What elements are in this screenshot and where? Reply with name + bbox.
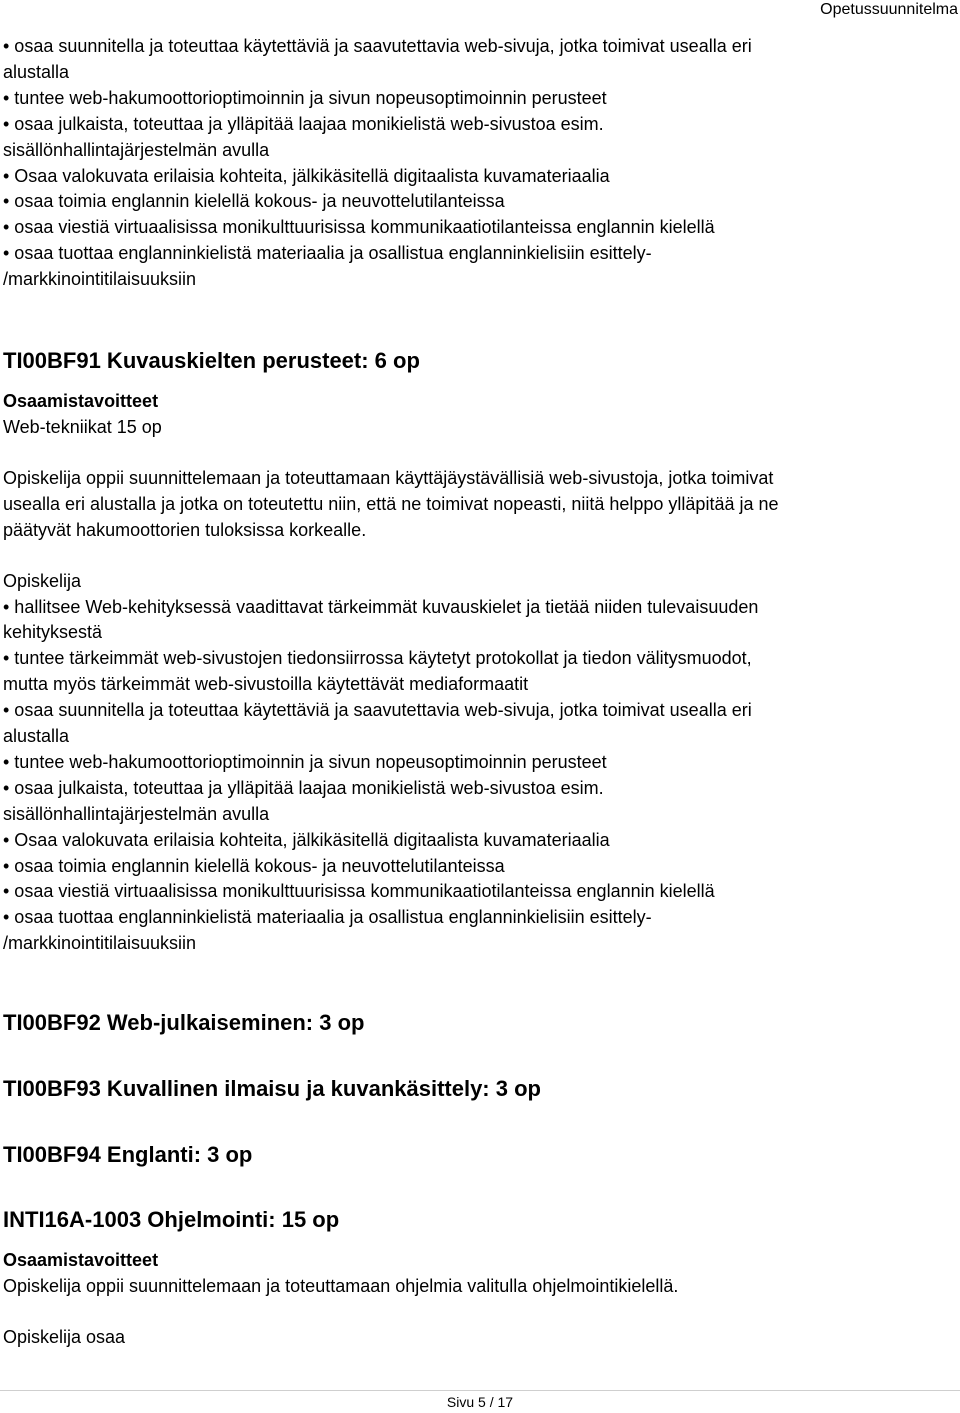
list-item: mutta myös tärkeimmät web-sivustoilla käytettävät mediaformaatit — [3, 674, 529, 695]
list-item: sisällönhallintajärjestelmän avulla — [3, 139, 270, 160]
list-item: alustalla — [3, 726, 70, 747]
description-line: usealla eri alustalla ja jotka on toteutettu niin, että ne toimivat nopeasti, niitä helppo ylläpitää ja ne — [3, 493, 779, 514]
list-item: • osaa julkaista, toteuttaa ja ylläpitää laajaa monikielistä web-sivustoa esim. — [3, 113, 604, 134]
course-heading-ti00bf92: TI00BF92 Web-julkaiseminen: 3 op — [3, 1010, 365, 1036]
course-heading-ti00bf93: TI00BF93 Kuvallinen ilmaisu ja kuvankäsittely: 3 op — [3, 1076, 541, 1102]
student-intro: Opiskelija — [3, 570, 82, 591]
course-heading-ti00bf94: TI00BF94 Englanti: 3 op — [3, 1142, 253, 1168]
page-number: Sivu 5 / 17 — [446, 1394, 514, 1410]
course-heading-inti16a: INTI16A-1003 Ohjelmointi: 15 op — [3, 1207, 340, 1233]
list-item: /markkinointitilaisuuksiin — [3, 269, 197, 290]
document-title: Opetussuunnitelma — [820, 1, 958, 18]
list-item: • hallitsee Web-kehityksessä vaadittavat tärkeimmät kuvauskielet ja tietää niiden tulevaisuuden — [3, 596, 759, 617]
list-item: • tuntee web-hakumoottorioptimoinnin ja sivun nopeusoptimoinnin perusteet — [3, 87, 607, 108]
list-item: sisällönhallintajärjestelmän avulla — [3, 803, 270, 824]
course-heading-ti00bf91: TI00BF91 Kuvauskielten perusteet: 6 op — [3, 348, 420, 374]
list-item: • osaa tuottaa englanninkielistä materiaalia ja osallistua englanninkielisiin esittely- — [3, 907, 652, 928]
list-item: /markkinointitilaisuuksiin — [3, 933, 197, 954]
objectives-list-continued — [3, 34, 943, 293]
course-description: Opiskelija oppii suunnittelemaan ja toteuttamaan ohjelmia valitulla ohjelmointikielellä. — [3, 1276, 679, 1297]
list-item: • Osaa valokuvata erilaisia kohteita, jälkikäsitellä digitaalista kuvamateriaalia — [3, 829, 610, 850]
objectives-list — [3, 595, 943, 958]
objectives-subheading: Osaamistavoitteet — [3, 391, 159, 412]
list-item: • osaa toimia englannin kielellä kokous- ja neuvottelutilanteissa — [3, 855, 505, 876]
objectives-subheading: Osaamistavoitteet — [3, 1250, 159, 1271]
description-line: päätyvät hakumoottorien tuloksissa korkealle. — [3, 519, 367, 540]
page-content — [3, 34, 943, 1351]
description-line: Opiskelija oppii suunnittelemaan ja toteuttamaan käyttäjäystävällisiä web-sivustoja, jotka toimivat — [3, 467, 774, 488]
page-footer — [0, 1390, 960, 1413]
list-item: • tuntee web-hakumoottorioptimoinnin ja sivun nopeusoptimoinnin perusteet — [3, 751, 607, 772]
list-item: kehityksestä — [3, 622, 103, 643]
list-item: • osaa suunnitella ja toteuttaa käytettäviä ja saavutettavia web-sivuja, jotka toimivat usealla eri — [3, 36, 752, 56]
list-item: • osaa viestiä virtuaalisissa monikulttuurisissa kommunikaatiotilanteissa englannin kielellä — [3, 881, 715, 902]
list-item: • osaa julkaista, toteuttaa ja ylläpitää laajaa monikielistä web-sivustoa esim. — [3, 777, 604, 798]
list-item: • tuntee tärkeimmät web-sivustojen tiedonsiirrossa käytetyt protokollat ja tiedon välitysmuodot, — [3, 648, 752, 669]
list-item: • osaa suunnitella ja toteuttaa käytettäviä ja saavutettavia web-sivuja, jotka toimivat usealla eri — [3, 700, 752, 721]
list-item: alustalla — [3, 61, 70, 82]
module-name: Web-tekniikat 15 op — [3, 416, 162, 437]
list-item: • Osaa valokuvata erilaisia kohteita, jälkikäsitellä digitaalista kuvamateriaalia — [3, 165, 610, 186]
student-intro: Opiskelija osaa — [3, 1327, 126, 1347]
list-item: • osaa toimia englannin kielellä kokous- ja neuvottelutilanteissa — [3, 191, 505, 212]
course-description — [3, 466, 943, 544]
list-item: • osaa viestiä virtuaalisissa monikulttuurisissa kommunikaatiotilanteissa englannin kielellä — [3, 217, 715, 238]
list-item: • osaa tuottaa englanninkielistä materiaalia ja osallistua englanninkielisiin esittely- — [3, 243, 652, 264]
